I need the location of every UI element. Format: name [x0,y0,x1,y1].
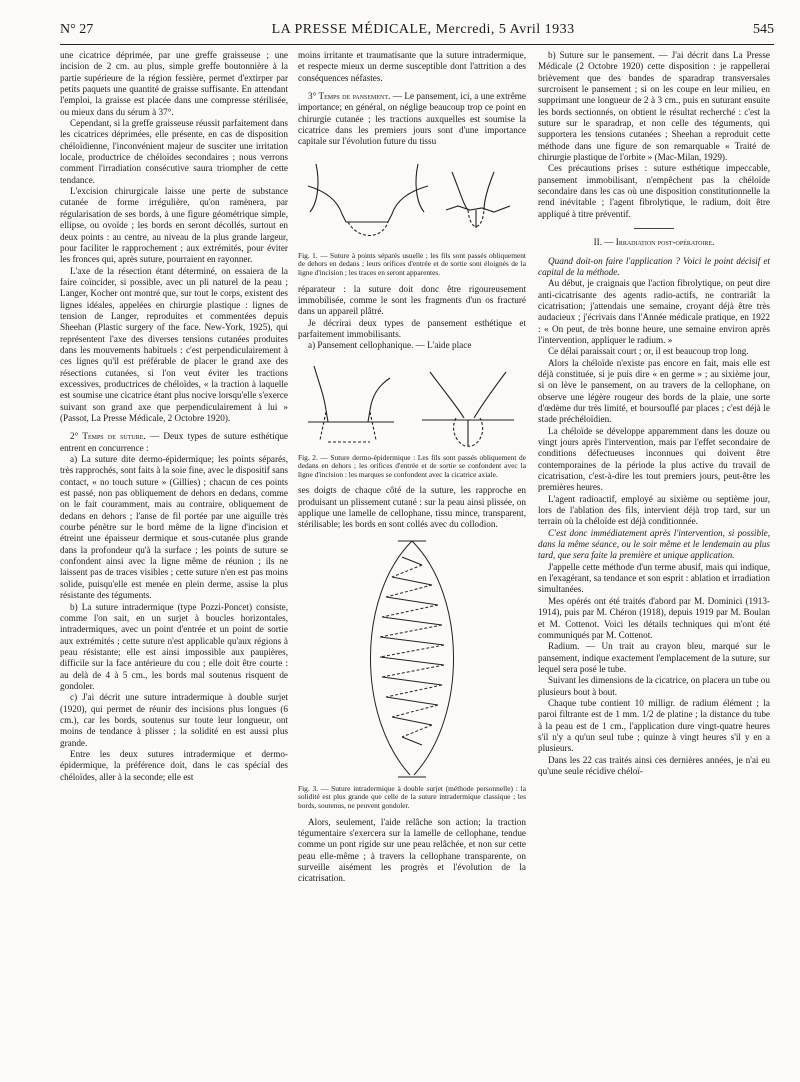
paragraph: ses doigts de chaque côté de la suture, les rapproche en produisant un plissement cutané : sur la peau ainsi plissée, on applique une lamelle de cellophane, tissu mince, transparent, stérilisable; les bords en sont collés avec du collodion. [298,485,526,530]
paragraph: Au début, je craignais que l'action fibrolytique, on peut dire anti-cicatrisante des agents radio-actifs, ne contrariât la cicatrisation; j'attendais une semaine, croyant déjà être très audacieux ; j'écrivais dans l'Année médicale pratique, en 1922 : « On peut, de très bonne heure, une semaine environ après l'intervention, appliquer le radium. » [538,278,770,345]
column-1 [60,50,288,783]
paragraph: L'excision chirurgicale laisse une perte de substance cutanée de forme irrégulière, qu'on ramènera, par régularisation de ses bords, à une figure géométrique simple, ellipse, ou ovoïde ; les bords en seront décollés, surtout en deux points : au centre, au niveau de la plus grande largeur, pour faciliter le rapprochement ; aux extrémités, pour éviter les fronces qui, après suture, pourraient en rayonner. [60,186,288,265]
figure-3-drawing [298,535,526,783]
paragraph: Chaque tube contient 10 milligr. de radium élément ; la paroi filtrante est de 1 mm. 1/2 de platine ; la distance du tube à la peau est de 1 cm., l'application dure vingt-quatre heures s'il n'y a qu'un seul tube ; quinze à vingt heures s'il y en a plusieurs. [538,697,770,754]
paragraph: réparateur : la suture doit donc être rigoureusement immobilisée, comme le sont les fragments d'un os fracturé dans un appareil plâtré. [298,283,526,317]
section-heading: 2° Temps de suture. [70,431,146,442]
paragraph: Entre les deux sutures intradermique et dermo-épidermique, la préférence doit, dans le cas spécial des chéloïdes, aller à la seconde; elle est [60,748,288,782]
paragraph: b) La suture intradermique (type Pozzi-Poncet) consiste, comme l'on sait, en un surjet à boucles horizontales, intradermiques, avec un point d'entrée et un point de sortie aux extrémités ; cette suture n'est applicable qu'aux régions à peau résistante; elle est ainsi impossible aux paupières, difficile sur la face antérieure du cou ; elle doit être courte : au delà de 4 à 5 cm., les bords mal soutenus risquent de gondoler. [60,601,288,691]
paragraph: c) J'ai décrit une suture intradermique à double surjet (1920), qui permet de réunir des incisions plus longues (6 cm.), car les bords, soutenus sur toute leur longueur, ont moins de tendance à plisser ; la solidité en est aussi plus grande. [60,692,288,748]
section-heading: 3° Temps de pansement. [308,91,391,102]
paragraph: L'agent radioactif, employé au sixième ou septième jour, lors de l'ablation des fils, intervient déjà trop tard, sur un terrain où la chéloïde est déjà conditionnée. [538,493,770,527]
paragraph: Quand doit-on faire l'application ? Voici le point décisif et capital de la méthode. [538,255,770,277]
paragraph: Alors la chéloïde n'existe pas encore en fait, mais elle est déjà constituée, si je puis dire « en germe » ; au sixième jour, si on lève le pansement, on au travers de la cellophane, on observe une légère rougeur des bords de la plaie, une sorte d'œdème dur très limité, et boursouflé par places ; c'est déjà le stade préchéloïdien. [538,357,770,425]
paragraph: 2° Temps de suture. — Deux types de suture esthétique entrent en concurrence : [60,431,288,453]
figure-3-caption: Fig. 3. — Suture intradermique à double surjet (méthode personnelle) : la solidité est plus grande que celle de la suture intradermique classique ; les bords, soutenus, ne peuvent gondoler. [298,783,526,810]
paragraph: C'est donc immédiatement après l'intervention, si possible, dans la même séance, ou le soir même et le lendemain au plus tard, que sera faite la première et unique application. [538,527,770,561]
paragraph: 3° Temps de pansement. — Le pansement, ici, a une extrême importance; en général, on néglige beaucoup trop ce point en chirurgie cutanée ; les tractions auxquelles est soumise la cicatrice dans les premiers jours sont d'une importance capitale sur l'évolution future du tissu [298,91,527,147]
page-number: 545 [753,22,774,37]
paragraph: Suivant les dimensions de la cicatrice, on placera un tube ou plusieurs bout à bout. [538,675,770,697]
paragraph: J'appelle cette méthode d'un terme abusif, mais qui indique, en l'exagérant, sa tendance et son esprit : ablation et irradiation simultanées. [538,561,770,595]
issue-number: N° 27 [60,22,94,37]
paragraph: Radium. — Un trait au crayon bleu, marqué sur le pansement, indique exactement l'emplacement de la suture, sur lequel sera posé le tube. [538,641,770,674]
paragraph: Mes opérés ont été traités d'abord par M. Dominici (1913-1914), puis par M. Chéron (1918), depuis 1919 par M. Boulan et M. Cottenot. Voici les détails techniques qui m'ont été communiqués par M. Cottenot. [538,595,770,640]
paragraph: La chéloïde se développe apparemment dans les douze ou vingt jours après l'intervention, mais par l'effet secondaire de conditions défectueuses inconnues qui doivent être contemporaines de la période la plus active du travail de cicatrisation, c'est-à-dire les tout premiers jours, peut-être les premières heures. [538,425,770,493]
section-heading: II. — Irradiation post-opératoire. [593,237,715,248]
section-divider [634,228,674,229]
paragraph: Je décrirai deux types de pansement esthétique et parfaitement immobilisants. [298,317,526,339]
figure-1 [298,152,526,278]
column-2 [298,50,526,885]
paragraph: Cependant, si la greffe graisseuse réussit parfaitement dans les cicatrices déprimées, elle présente, en cas de disposition chéloïdienne, l'inconvénient majeur de susciter une irritation locale, productrice de chéloïdes secondaires ; nous verrons comment l'irradiation consécutive saura triompher de cette tendance. [60,118,288,185]
journal-title: LA PRESSE MÉDICALE, Mercredi, 5 Avril 1933 [271,22,575,37]
paragraph: une cicatrice déprimée, par une greffe graisseuse ; une incision de 2 cm. au plus, simple greffe boutonnière à la partie supérieure de la région fessière, permet d'extirper par petits paquets une quantité de graisse suffisante. En attendant l'emploi, la graisse est placée dans une compresse stérilisée, ou mieux dans du sérum à 37°. [60,50,288,117]
figure-1-drawing [298,152,526,250]
paragraph: a) Pansement cellophanique. — L'aide place [308,340,472,351]
paragraph: L'axe de la résection étant déterminé, on essaiera de la faire coïncider, si possible, avec un pli naturel de la peau ; Langer, Kocher ont montré que, sur tout le corps, existent des lignes idéales, appelées en chirurgie plastique : lignes de tension de Langer, reproduites et commentées depuis Sheehan (Plastic surgery of the face. New-York, 1925), qui représentent l'axe des diverses tensions cutanées produites dans les mouvements habituels : c'est perpendiculairement à ces lignes qu'il est préférable de placer le grand axe des résections cutanées, si l'on veut éviter les tractions excessives, productrices de chéloïdes, « la traction à laquelle est soumise une cicatrice étant plus nocive lorsqu'elle s'exerce suivant son grand axe que perpendiculairement à lui » (Passot, La Presse Médicale, 2 Octobre 1920). [60,265,288,423]
paragraph: b) Suture sur le pansement. — J'ai décrit dans La Presse Médicale (2 Octobre 1920) cette disposition : je rappellerai brièvement que des bandes de sparadrap transversales surcroisent le pansement ; si on les coupe en leur milieu, en supprimant une longueur de 2 à 3 cm., puis en suturant ensuite les bords sectionnés, on obtient le résultat recherché : c'est la suture sur le sparadrap, et non celle des téguments, qui supportera les tensions cutanées ; Sheehan a reproduit cette méthode dans une figure de son remarquable « Traité de chirurgie plastique de l'orbite » (Mac-Milan, 1929). [538,50,770,163]
page-header [60,22,774,45]
figure-1-caption: Fig. 1. — Suture à points séparés usuelle ; les fils sont passés obliquement de dehors en dedans ; leurs orifices d'entrée et de sortie sont éloignés de la ligne d'incision ; les traces en seront apparentes. [298,250,526,277]
paragraph: moins irritante et traumatisante que la suture intradermique, et respecte mieux un derme susceptible dont l'attrition a des conséquences néfastes. [298,50,526,83]
paragraph: Ce délai paraissait court ; or, il est beaucoup trop long. [548,346,749,357]
column-3 [538,50,770,777]
paragraph: a) La suture dite dermo-épidermique; les points séparés, très rapprochés, sont faits à la soie fine, avec le dispositif sans contact, « no touch suture » (Gillies) ; chacun de ces points est passé, non pas obliquement de dehors en dedans, comme on le fait couramment, mais au contraire, obliquement de dedans en dehors ; l'anse de fil portée par une aiguille très courbe pénètre sur le bord même de la ligne d'incision et étreint une épaisseur dermique et sous-cutanée plus grande dans la profondeur qu'à la surface ; les points de suture se confondent ainsi avec la ligne même de réunion ; ils ne laissent pas de traces visibles ; cette suture n'en est pas moins solide, puisqu'elle est menée en plein derme, assise la plus résistante des téguments. [60,454,288,601]
figure-2 [298,356,526,480]
paragraph: Dans les 22 cas traités ainsi ces dernières années, je n'ai eu qu'une seule récidive chéloï- [538,754,770,776]
paragraph: Ces précautions prises : suture esthétique impeccable, pansement immobilisant, n'empêchent pas la chéloïde secondaire dans les cas où une disposition constitutionnelle la rend inévitable ; l'agent fibrolytique, le radium, doit être appliqué à titre préventif. [538,163,770,219]
figure-3 [298,535,526,811]
figure-2-drawing [298,356,526,452]
paragraph: Alors, seulement, l'aide relâche son action; la traction tégumentaire s'exercera sur la lamelle de cellophane, tendue comme un pont rigide sur une peau relâchée, et non sur cette peau elle-même ; à travers la cellophane transparente, on surveille aisément les progrès et l'évolution de la cicatrisation. [298,816,526,884]
figure-2-caption: Fig. 2. — Suture dermo-épidermique : Les fils sont passés obliquement de dedans en dehors ; les orifices d'entrée et de sortie se confondent avec la ligne d'incision : les marques se confondent avec la cicatrice axiale. [298,452,526,479]
